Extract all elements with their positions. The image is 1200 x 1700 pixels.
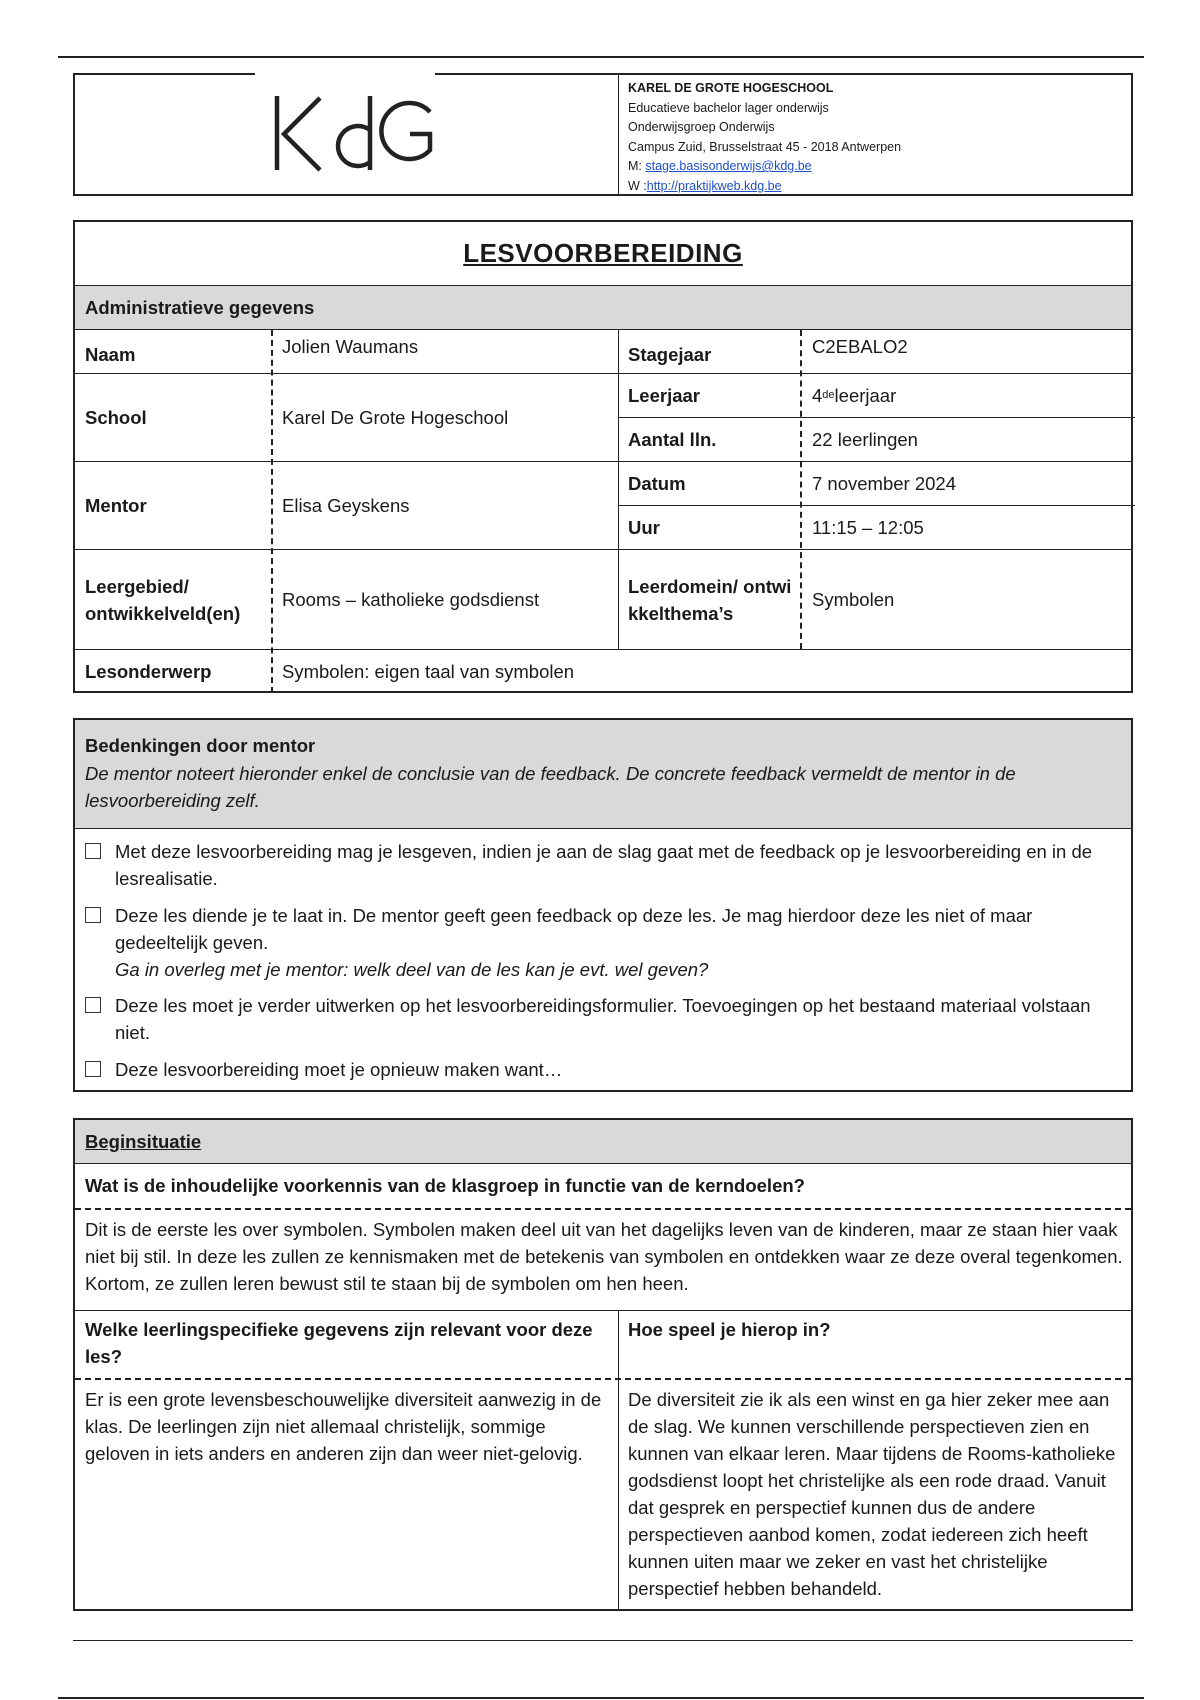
option-note: Ga in overleg met je mentor: welk deel van de les kan je evt. wel geven?: [115, 959, 709, 980]
top-rule: [58, 56, 1144, 58]
footer-rule: [73, 1640, 1133, 1641]
checkbox[interactable]: [85, 843, 101, 859]
option-4[interactable]: [85, 1056, 563, 1083]
question-inspelen: Hoe speel je hierop in?: [628, 1319, 831, 1340]
kdg-logo: [270, 90, 440, 176]
beginsituatie-box: [73, 1118, 1133, 1611]
option-text: Deze les moet je verder uitwerken op het lesvoorbereidingsformulier. Toevoegingen op het bestaand materiaal volstaan niet.: [115, 995, 1091, 1043]
onderwerp-label: Lesonderwerp: [85, 661, 212, 682]
option-text: Deze lesvoorbereiding moet je opnieuw maken want…: [115, 1059, 563, 1080]
dashed-divider: [75, 1378, 1131, 1380]
mail-line: [628, 157, 901, 177]
org-name: KAREL DE GROTE HOGESCHOOL: [628, 81, 834, 95]
leerjaar-num: 4: [812, 385, 823, 406]
question-leerlingspecifiek: Welke leerlingspecifieke gegevens zijn relevant voor deze les?: [85, 1319, 593, 1367]
answer-leerlingspecifiek: Er is een grote levensbeschouwelijke diversiteit aanwezig in de klas. De leerlingen zijn niet allemaal christelijk, sommige geloven in iets anders en anderen zijn dan weer niet-gelovig.: [85, 1389, 602, 1464]
option-3[interactable]: [85, 992, 1091, 1043]
leerjaar-sup: de: [822, 389, 835, 401]
leerdomein-label: Leerdomein/ ontwikkelthema’s: [628, 575, 792, 624]
beginsituatie-header: Beginsituatie: [75, 1120, 1131, 1163]
web-line: [628, 177, 901, 197]
checkbox[interactable]: [85, 997, 101, 1013]
checkbox[interactable]: [85, 1061, 101, 1077]
dashed-divider: [75, 1208, 1131, 1210]
school-label: School: [85, 407, 147, 428]
mentor-value: Elisa Geyskens: [282, 495, 410, 516]
mail-prefix: M:: [628, 159, 646, 173]
aantal-value: 22 leerlingen: [812, 429, 918, 450]
answer-inspelen: De diversiteit zie ik als een winst en ga hier zeker mee aan de slag. We kunnen verschillende perspectieven zien en kunnen van elkaar leren. Maar tijdens de Rooms-katholieke godsdienst loopt het christelijke als een rode draad. Vanuit dat gesprek en perspectief kunnen dus de andere perspectieven aanbod komen, zodat iedereen zich heeft kunnen uiten maar we zeker en vast het christelijke perspectief hebben behandeld.: [628, 1389, 1116, 1599]
option-text-main: Deze les diende je te laat in. De mentor geeft geen feedback op deze les. Je mag hierdoor deze les niet of maar gedeeltelijk geven.: [115, 905, 1033, 953]
col-divider: [618, 330, 619, 649]
naam-label: Naam: [85, 343, 136, 365]
lesson-form: [73, 220, 1133, 693]
row-divider: [75, 373, 1131, 374]
datum-value: 7 november 2024: [812, 473, 956, 494]
contact-block: [628, 79, 901, 196]
divider: [75, 329, 1131, 330]
row-divider: [75, 649, 1131, 650]
logo-area: [75, 75, 619, 194]
mentor-label: Mentor: [85, 495, 147, 516]
web-prefix: W :: [628, 178, 647, 193]
naam-value: Jolien Waumans: [282, 336, 419, 357]
form-title: LESVOORBEREIDING: [463, 238, 743, 268]
leergebied-label: Leergebied/ ontwikkelveld(en): [85, 575, 241, 624]
option-text: Met deze lesvoorbereiding mag je lesgeven, indien je aan de slag gaat met de feedback op je lesvoorbereiding en in de lesrealisatie.: [115, 841, 1093, 889]
stagejaar-label: Stagejaar: [628, 343, 712, 365]
mentor-subheader: De mentor noteert hieronder enkel de conclusie van de feedback. De concrete feedback vermeldt de mentor in de lesvoorbereiding zelf.: [85, 763, 1016, 811]
contact-line: Campus Zuid, Brusselstraat 45 - 2018 Antwerpen: [628, 139, 902, 154]
logo-gap: [255, 73, 435, 77]
option-1[interactable]: [85, 838, 1093, 889]
mentor-feedback-box: [73, 718, 1133, 1092]
datum-label: Datum: [628, 473, 686, 494]
mentor-header: Bedenkingen door mentor: [85, 735, 316, 756]
row-divider: [75, 461, 1131, 462]
answer-voorkennis: Dit is de eerste les over symbolen. Symbolen maken deel uit van het dagelijks leven van de kinderen, maar ze staan hier vaak niet bij stil. In deze les zullen ze kennismaken met de betekenis van symbolen en ontdekken waar ze deze overal tegenkomen. Kortom, ze zullen leren bewust stil te staan bij de symbolen om hen heen.: [85, 1219, 1123, 1294]
leerjaar-value: [812, 374, 896, 417]
aantal-label: Aantal lln.: [628, 429, 717, 450]
onderwerp-value: Symbolen: eigen taal van symbolen: [282, 661, 575, 682]
school-value: Karel De Grote Hogeschool: [282, 407, 509, 428]
divider: [75, 828, 1131, 829]
divider: [75, 1310, 1131, 1311]
uur-label: Uur: [628, 517, 660, 538]
question-voorkennis: Wat is de inhoudelijke voorkennis van de klasgroep in functie van de kerndoelen?: [85, 1175, 805, 1196]
uur-value: 11:15 – 12:05: [812, 517, 924, 538]
contact-line: Educatieve bachelor lager onderwijs: [628, 100, 829, 115]
checkbox[interactable]: [85, 907, 101, 923]
admin-header: Administratieve gegevens: [75, 286, 1131, 329]
option-text: [115, 902, 1115, 983]
col-divider: [271, 330, 273, 693]
option-2[interactable]: [85, 902, 1033, 980]
letterhead: [73, 73, 1133, 196]
leergebied-value: Rooms – katholieke godsdienst: [282, 589, 540, 610]
leerdomein-value: Symbolen: [812, 589, 895, 610]
mail-link[interactable]: stage.basisonderwijs@kdg.be: [645, 159, 812, 173]
stagejaar-value: C2EBALO2: [812, 336, 908, 357]
col-divider: [618, 1311, 619, 1611]
contact-line: Onderwijsgroep Onderwijs: [628, 120, 775, 134]
col-divider: [800, 330, 802, 649]
leerjaar-rest: leerjaar: [834, 385, 897, 406]
leerjaar-label: Leerjaar: [628, 385, 700, 406]
web-link[interactable]: http://praktijkweb.kdg.be: [646, 178, 782, 193]
page-bottom-rule: [58, 1697, 1144, 1699]
